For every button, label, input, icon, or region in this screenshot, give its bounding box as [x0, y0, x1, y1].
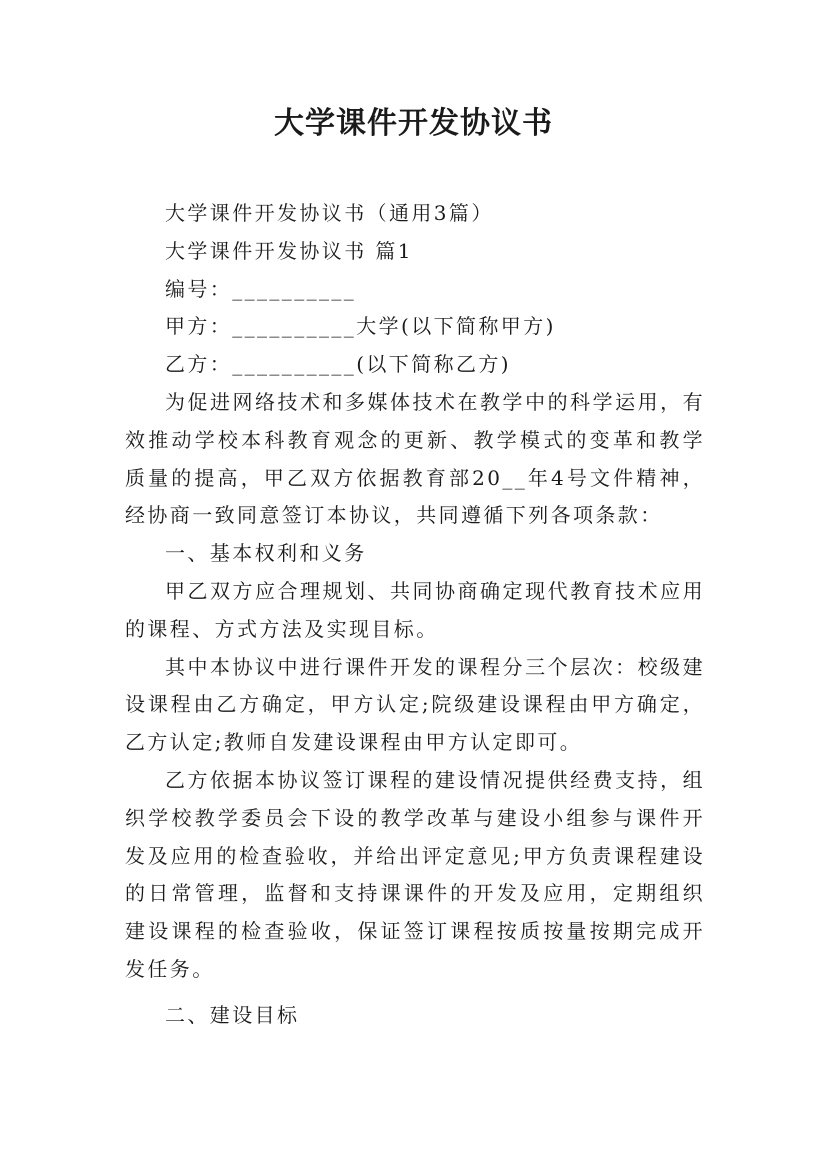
rights-paragraph-1: 甲乙双方应合理规划、共同协商确定现代教育技术应用的课程、方式方法及实现目标。 [125, 578, 705, 641]
document-body [125, 195, 705, 1035]
section-heading-rights: 一、基本权利和义务 [165, 541, 367, 566]
document-title: 大学课件开发协议书 [274, 106, 553, 141]
contract-number-line: 编号：__________ [165, 276, 357, 301]
preamble-paragraph: 为促进网络技术和多媒体技术在教学中的科学运用，有效推动学校本科教育观念的更新、教学模式的变革和教学质量的提高，甲乙双方依据教育部20__年4号文件精神，经协商一致同意签订本协议，共同遵循下列各项条款： [125, 389, 705, 528]
rights-paragraph-2: 其中本协议中进行课件开发的课程分三个层次：校级建设课程由乙方确定，甲方认定;院级建设课程由甲方确定，乙方认定;教师自发建设课程由甲方认定即可。 [125, 654, 705, 755]
section-heading-part1: 大学课件开发协议书 篇1 [165, 238, 413, 263]
party-b-line: 乙方：__________(以下简称乙方) [165, 352, 512, 377]
doc-subtitle: 大学课件开发协议书（通用3篇） [165, 201, 494, 225]
party-a-line: 甲方：__________大学(以下简称甲方) [165, 314, 556, 339]
rights-paragraph-3: 乙方依据本协议签订课程的建设情况提供经费支持，组织学校教学委员会下设的教学改革与建设小组参与课件开发及应用的检查验收，并给出评定意见;甲方负责课程建设的日常管理，监督和支持课课件的开发及应用，定期组织建设课程的检查验收，保证签订课程按质按量按期完成开发任务。 [125, 767, 705, 981]
section-heading-goals: 二、建设目标 [165, 1002, 300, 1027]
